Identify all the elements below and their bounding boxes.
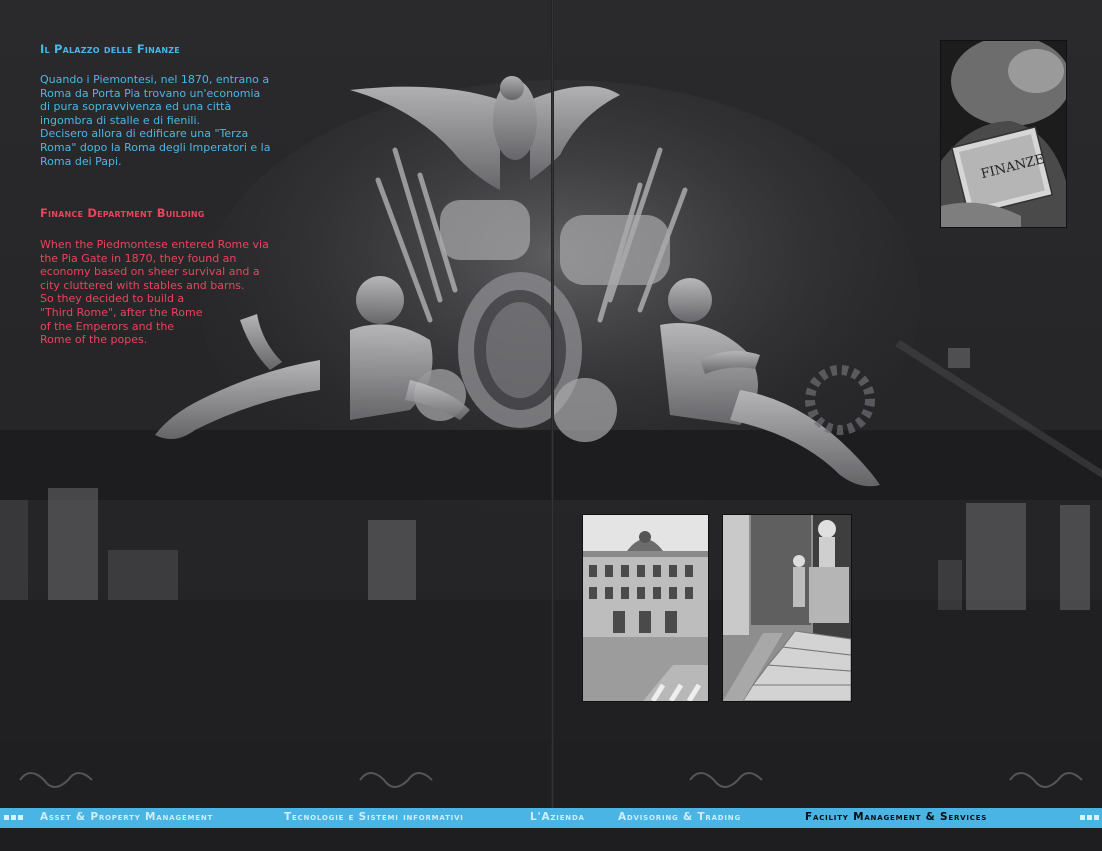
nav-azienda[interactable]: L'Azienda xyxy=(530,811,585,823)
italian-heading: Il Palazzo delle Finanze xyxy=(40,42,180,56)
finanze-plaque-photo xyxy=(940,40,1067,228)
footer-nav-bar xyxy=(0,808,1102,828)
italian-body-text: Quando i Piemontesi, nel 1870, entrano a Roma da Porta Pia trovano un'economia di pura sopravvivenza ed una città ingombra di stalle e di fienili. Decisero allora di edificare una "Terza Roma" dopo la Roma degli Imperatori e la Roma dei Papi. xyxy=(40,73,271,168)
english-body-text: When the Piedmontese entered Rome via the Pia Gate in 1870, they found an economy based on sheer survival and a city cluttered with stables and barns. So they decided to build a "Third Rome", after the Rome of the Emperors and the Rome of the popes. xyxy=(40,238,269,347)
nav-tecnologie-sistemi[interactable]: Tecnologie e Sistemi informativi xyxy=(284,811,464,823)
footer-dots-right xyxy=(1080,815,1099,820)
palazzo-facade-photo xyxy=(582,514,709,702)
nav-advisoring-trading[interactable]: Advisoring & Trading xyxy=(618,811,742,823)
english-heading: Finance Department Building xyxy=(40,206,205,220)
nav-asset-property-management[interactable]: Asset & Property Management xyxy=(40,811,214,823)
nav-facility-management[interactable]: Facility Management & Services xyxy=(805,811,988,823)
page-fold xyxy=(551,0,554,808)
plaque-text: FINANZE xyxy=(979,151,1047,183)
bottom-margin xyxy=(0,828,1102,851)
footer-dots-left xyxy=(4,815,23,820)
stairs-photo xyxy=(722,514,852,702)
